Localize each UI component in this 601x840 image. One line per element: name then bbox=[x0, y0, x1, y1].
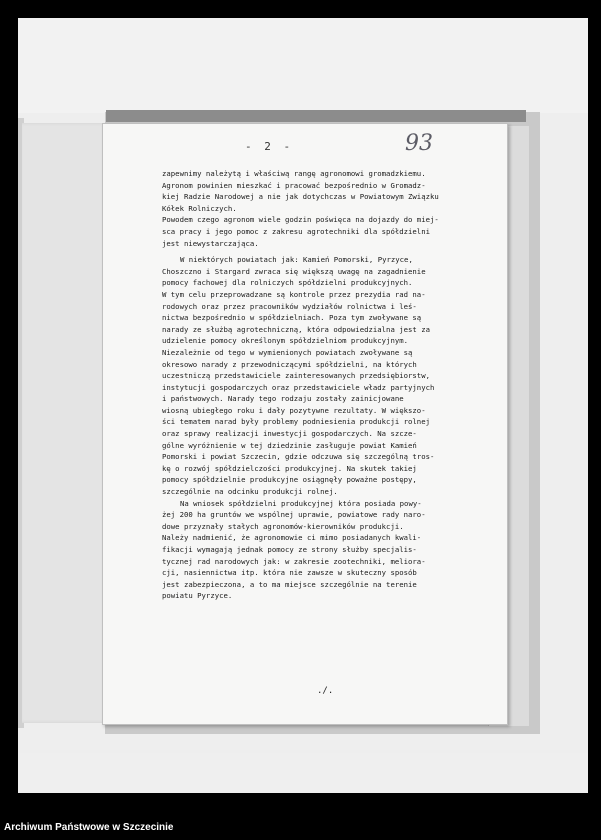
text-line: Należy nadmienić, że agronomowie ci mimo posiadanych kwali- bbox=[162, 533, 422, 543]
page-number: - 2 - bbox=[245, 140, 294, 153]
text-line: Choszczno i Stargard zwraca się większą uwagę na zagadnienie bbox=[162, 266, 426, 276]
text-line: W niektórych powiatach jak: Kamień Pomorski, Pyrzyce, bbox=[180, 255, 413, 265]
end-mark: ./. bbox=[317, 686, 334, 696]
text-line: pomocy spółdzielnie produkcyjne osiągnęły poważne postępy, bbox=[162, 475, 417, 485]
text-line: szczególnie na odcinku produkcji rolnej. bbox=[162, 487, 338, 497]
text-line: udzielenie pomocy określonym spółdzielniom produkcyjnym. bbox=[162, 336, 409, 346]
text-line: kę o rozwój spółdzielczości produkcyjnej. Na skutek takiej bbox=[162, 463, 417, 473]
scanned-document bbox=[18, 18, 588, 793]
page-top-shadow bbox=[106, 110, 526, 122]
left-page bbox=[22, 123, 108, 723]
page-body bbox=[162, 168, 492, 602]
text-line: żej 200 ha gruntów we wspólnej uprawie, powiatowe rady naro- bbox=[162, 510, 426, 520]
text-line: Pomorski i powiat Szczecin, gdzie odczuwa się szczególną tros- bbox=[162, 452, 435, 462]
text-line: pomocy fachowej dla rolniczych spółdzielni produkcyjnych. bbox=[162, 278, 413, 288]
text-line: ści tematem narad były problemy podniesienia produkcji rolnej bbox=[162, 417, 430, 427]
text-line: W tym celu przeprowadzane są kontrole przez prezydia rad na- bbox=[162, 289, 426, 299]
text-line: tycznej rad narodowych jak: w zakresie zootechniki, meliora- bbox=[162, 556, 426, 566]
text-line: instytucji gospodarczych oraz przedstawiciele władz partyjnych bbox=[162, 382, 435, 392]
text-line: Niezależnie od tego w wymienionych powiatach zwoływane są bbox=[162, 347, 413, 357]
text-line: narady ze służbą agrotechniczną, która odpowiedzialna jest za bbox=[162, 324, 430, 334]
text-line: jest zabezpieczona, a to ma miejsce szczególnie na terenie bbox=[162, 579, 417, 589]
text-line: wiosną ubiegłego roku i dały pozytywne rezultaty. W większo- bbox=[162, 405, 426, 415]
text-line: okresowo narady z przewodniczącymi spółdzielni, na których bbox=[162, 359, 417, 369]
text-line: nictwa bezpośrednio w spółdzielniach. Poza tym zwoływane są bbox=[162, 313, 422, 323]
text-line: uczestniczą przedstawiciele zainteresowanych przedsiębiorstw, bbox=[162, 371, 430, 381]
text-line: gólne wyróżnienie w tej dziedzinie zasługuje powiat Kamień bbox=[162, 440, 417, 450]
text-line: i państwowych. Narady tego rodzaju zostały zainicjowane bbox=[162, 394, 404, 404]
text-line: kiej Radzie Narodowej a nie jak dotychczas w Powiatowym Związku bbox=[162, 192, 439, 202]
text-line: jest niewystarczająca. bbox=[162, 238, 259, 248]
archive-caption: Archiwum Państwowe w Szczecinie bbox=[4, 822, 174, 833]
background-top bbox=[18, 18, 588, 113]
text-line: rodowych oraz przez pracowników wydziałów rolnictwa i leś- bbox=[162, 301, 417, 311]
typed-page bbox=[102, 123, 508, 725]
text-line: Powodem czego agronom wiele godzin poświęca na dojazdy do miej- bbox=[162, 215, 439, 225]
text-line: Agronom powinien mieszkać i pracować bezpośrednio w Gromadz- bbox=[162, 180, 426, 190]
text-line: cji, nasiennictwa itp. która nie zawsze w skuteczny sposób bbox=[162, 568, 417, 578]
text-line: fikacji wymagają jednak pomocy ze strony służby specjalis- bbox=[162, 545, 417, 554]
text-line: zapewnimy należytą i właściwą rangę agronomowi gromadzkiemu. bbox=[162, 169, 426, 178]
background-bottom bbox=[18, 753, 588, 793]
text-line: sca pracy i jego pomoc z zakresu agrotechniki dla spółdzielni bbox=[162, 226, 430, 236]
text-line: Kółek Rolniczych. bbox=[162, 203, 237, 213]
text-line: Na wniosek spółdzielni produkcyjnej która posiada powy- bbox=[180, 498, 422, 508]
text-line: powiatu Pyrzyce. bbox=[162, 591, 233, 601]
text-line: dowe przyznały stałych agronomów-kierowników produkcji. bbox=[162, 521, 404, 531]
handwritten-note: 93 bbox=[405, 131, 433, 156]
text-line: oraz sprawy realizacji inwestycji gospodarczych. Na szcze- bbox=[162, 429, 417, 439]
